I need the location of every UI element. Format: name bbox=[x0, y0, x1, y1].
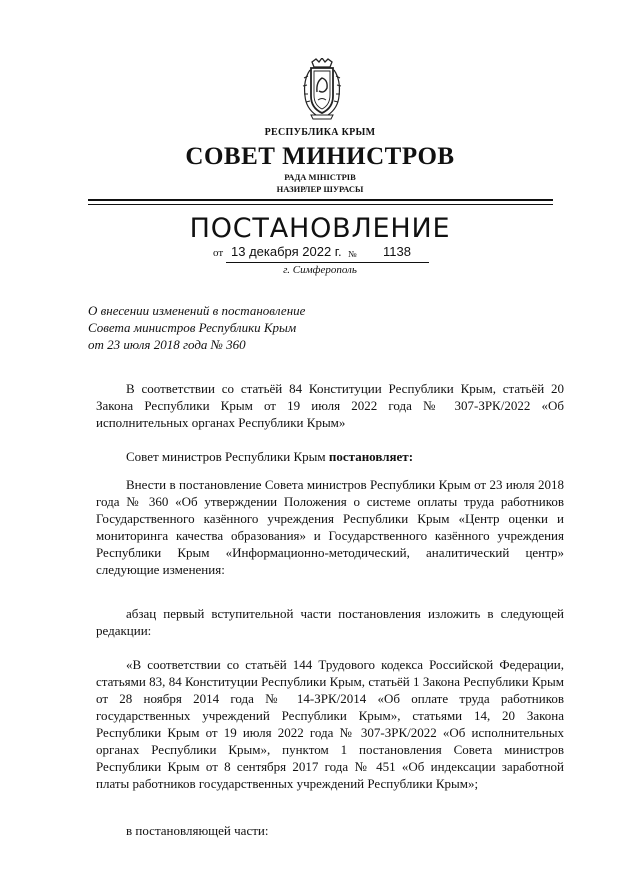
number-underline bbox=[366, 262, 429, 263]
operative-part-paragraph: в постановляющей части: bbox=[126, 823, 269, 838]
instruction-paragraph: абзац первый вступительной части постановления изложить в следующей редакции: bbox=[96, 606, 564, 638]
subject-line: О внесении изменений в постановление bbox=[88, 303, 306, 318]
header-translations bbox=[0, 171, 640, 195]
new-wording-paragraph: «В соответствии со статьёй 144 Трудового кодекса Российской Федерации, статьями 83, 84 Конституции Республики Крым, статьёй 1 Закона Республики Крым от 28 ноября 2014 года № 14-ЗРК/2014 «Об оплате труда работников государственных учреждений Республики Крым», статьями 14, 20 Закона Республики Крым от 19 июля 2022 года № 307-ЗРК/2022 «Об исполнительных органах Республики Крым», пунктом 1 постановления Совета министров Республики Крым от 8 сентября 2017 года № 451 «Об индексации заработной платы работников государственных учреждений Республики Крым»; bbox=[96, 657, 564, 791]
header-rule-thick bbox=[88, 199, 553, 201]
resolves-paragraph bbox=[96, 448, 564, 465]
number-sign: № bbox=[348, 249, 357, 259]
council-header: СОВЕТ МИНИСТРОВ bbox=[185, 143, 455, 170]
subject-block bbox=[88, 302, 388, 353]
document-date: 13 декабря 2022 г. bbox=[231, 244, 342, 259]
date-prefix: от bbox=[213, 247, 224, 259]
resolves-keyword: постановляет: bbox=[328, 449, 414, 464]
header-rule-thin bbox=[88, 204, 553, 205]
resolves-text: Совет министров Республики Крым bbox=[126, 449, 329, 464]
city: г. Симферополь bbox=[283, 264, 357, 276]
nazirler-header: НАЗИРЛЕР ШУРАСЫ bbox=[276, 184, 364, 194]
coat-of-arms-emblem bbox=[297, 58, 347, 120]
subject-line: от 23 июля 2018 года № 360 bbox=[88, 337, 246, 352]
subject-line: Совета министров Республики Крым bbox=[88, 320, 297, 335]
amendment-paragraph: Внести в постановление Совета министров Республики Крым от 23 июля 2018 года № 360 «Об утверждении Положения о системе оплаты труда работников Государственного казённого учреждения Республики Крым «Центр оценки и мониторинга качества образования» и Государственного казённого учреждения Республики Крым «Информационно-методический, аналитический центр» следующие изменения: bbox=[96, 477, 564, 577]
document-number: 1138 bbox=[383, 244, 411, 259]
rada-header: РАДА МІНІСТРІВ bbox=[284, 172, 356, 182]
document-title: ПОСТАНОВЛЕНИЕ bbox=[189, 213, 451, 244]
date-underline bbox=[226, 262, 378, 263]
preamble-paragraph: В соответствии со статьёй 84 Конституции Республики Крым, статьёй 20 Закона Республики Крым от 19 июля 2022 года № 307-ЗРК/2022 «Об исполнительных органах Республики Крым» bbox=[96, 381, 564, 430]
republic-header: РЕСПУБЛИКА КРЫМ bbox=[264, 127, 376, 138]
